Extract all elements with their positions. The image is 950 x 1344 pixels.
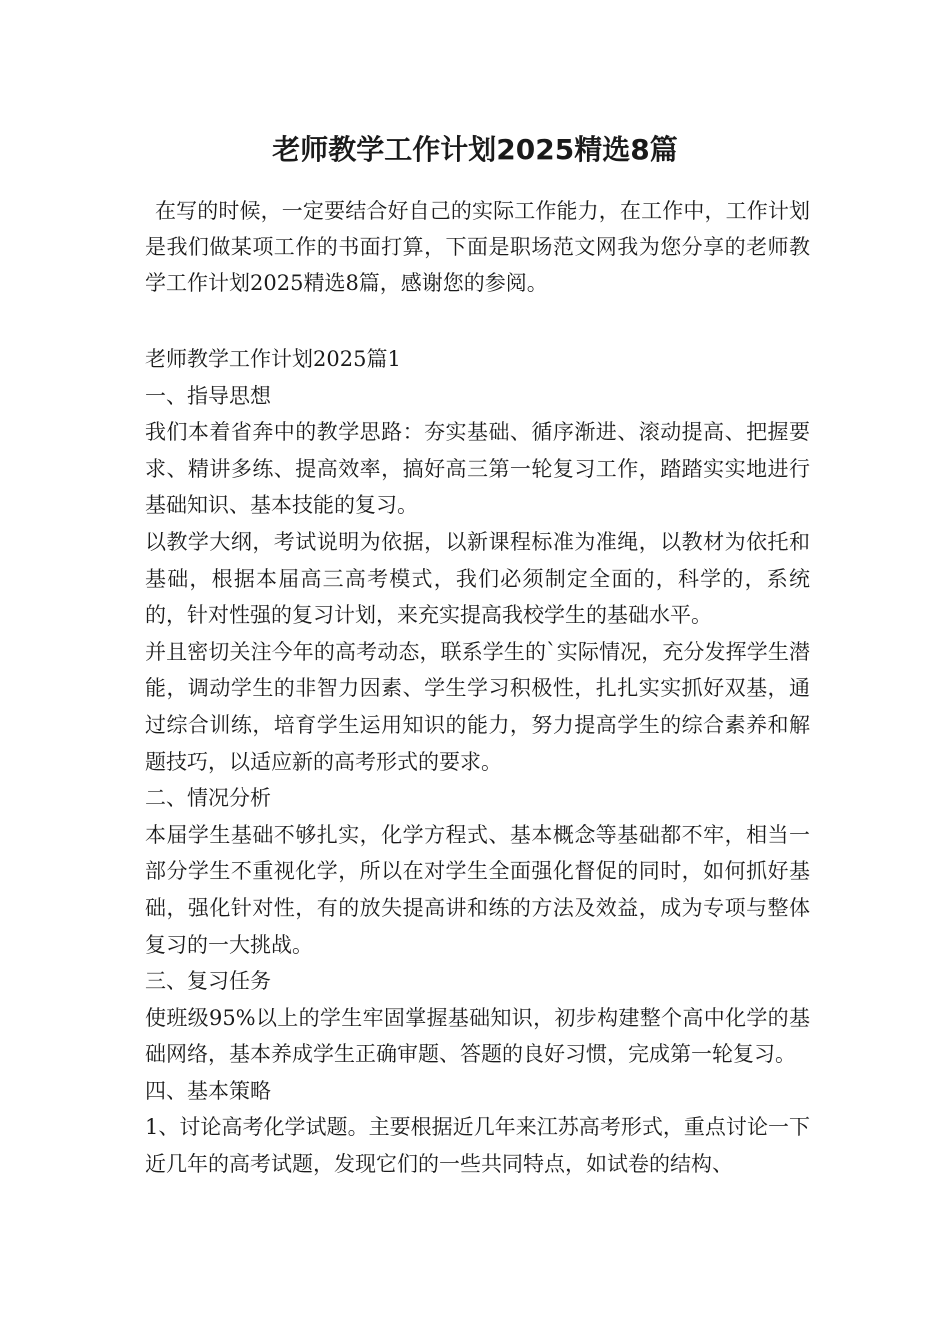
paragraph: 1、讨论高考化学试题。主要根据近几年来江苏高考形式，重点讨论一下近几年的高考试题，发现它们的一些共同特点，如试卷的结构、	[145, 1115, 810, 1177]
paragraph: 并且密切关注今年的高考动态，联系学生的`实际情况，充分发挥学生潜能，调动学生的非智力因素、学生学习积极性，扎扎实实抓好双基，通过综合训练，培育学生运用知识的能力，努力提高学生的综合素养和解题技巧，以适应新的高考形式的要求。	[145, 639, 810, 774]
paragraph: 使班级95%以上的学生牢固掌握基础知识，初步构建整个高中化学的基础网络，基本养成学生正确审题、答题的良好习惯，完成第一轮复习。	[145, 1005, 810, 1067]
document-title: 老师教学工作计划2025精选8篇	[272, 133, 678, 166]
heading-situation-analysis: 二、情况分析	[145, 786, 271, 811]
paragraph: 以教学大纲，考试说明为依据，以新课程标准为准绳，以教材为依托和基础，根据本届高三高考模式，我们必须制定全面的，科学的，系统的，针对性强的复习计划，来充实提高我校学生的基础水平。	[145, 529, 810, 628]
heading-guiding-thought: 一、指导思想	[145, 383, 271, 408]
document-body	[145, 341, 810, 1183]
section-heading-plan-1: 老师教学工作计划2025篇1	[145, 347, 401, 371]
intro-paragraph: 在写的时候，一定要结合好自己的实际工作能力，在工作中，工作计划是我们做某项工作的书面打算，下面是职场范文网我为您分享的老师教学工作计划2025精选8篇，感谢您的参阅。	[145, 199, 810, 295]
heading-basic-strategy: 四、基本策略	[145, 1078, 271, 1103]
paragraph: 本届学生基础不够扎实，化学方程式、基本概念等基础都不牢，相当一部分学生不重视化学，所以在对学生全面强化督促的同时，如何抓好基础，强化针对性，有的放失提高讲和练的方法及效益，成为专项与整体复习的一大挑战。	[145, 822, 810, 957]
paragraph: 我们本着省奔中的教学思路：夯实基础、循序渐进、滚动提高、把握要求、精讲多练、提高效率，搞好高三第一轮复习工作，踏踏实实地进行基础知识、基本技能的复习。	[145, 420, 810, 518]
heading-review-tasks: 三、复习任务	[145, 969, 271, 994]
